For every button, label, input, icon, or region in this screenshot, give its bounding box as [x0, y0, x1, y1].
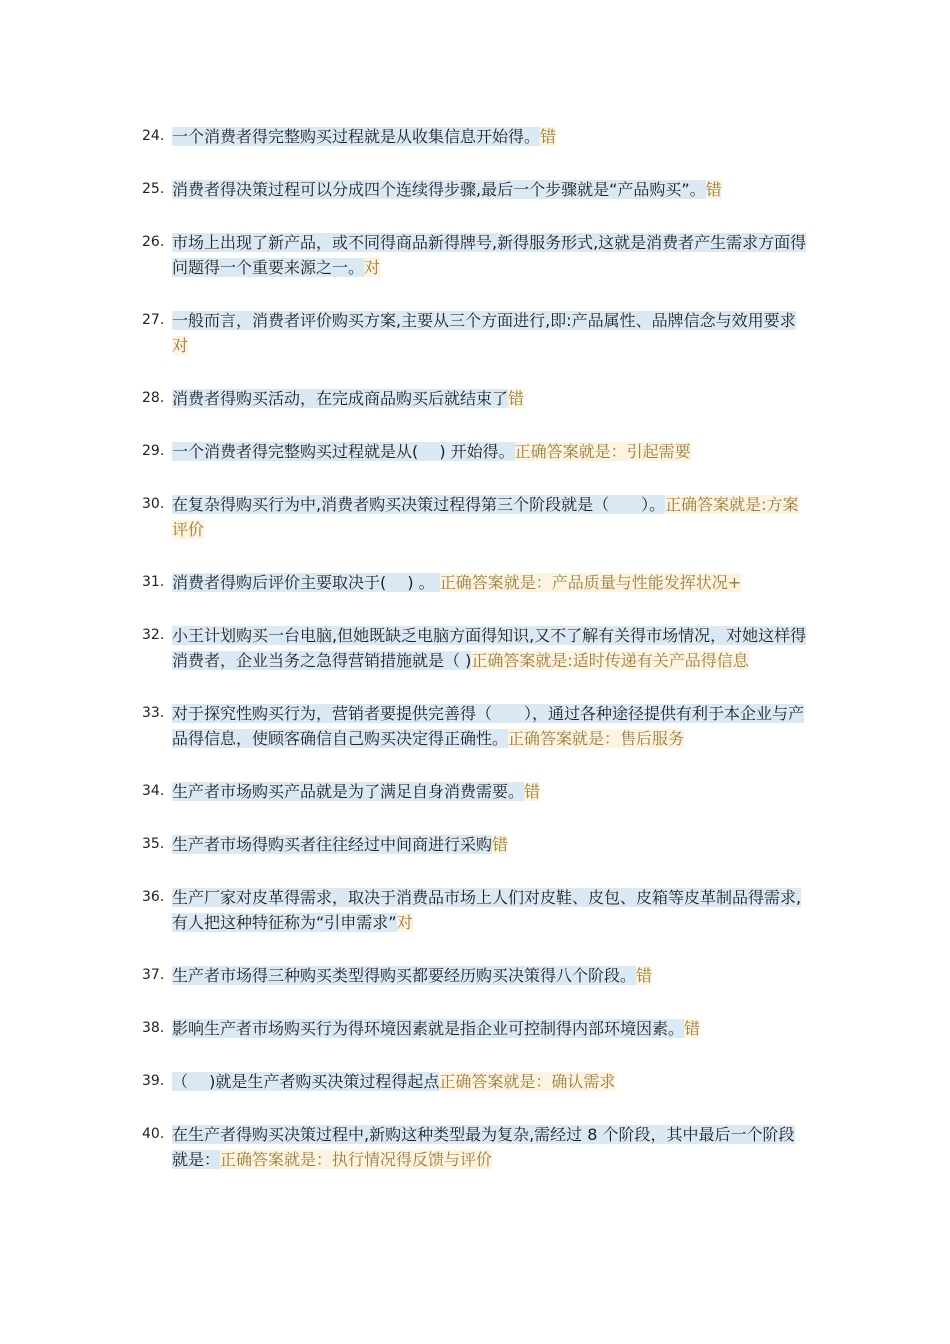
question-item [142, 701, 808, 751]
question-item [142, 308, 808, 358]
question-number: 30. [142, 496, 165, 512]
question-list [0, 124, 950, 1172]
question-text: 一个消费者得完整购买过程就是从( ) 开始得。 [172, 442, 515, 461]
question-text: 对于探究性购买行为，营销者要提供完善得（ ），通过各种途径提供有利于本企业与产品得信息，使顾客确信自己购买决定得正确性。 [172, 704, 805, 748]
question-number: 29. [142, 443, 165, 459]
question-item [142, 439, 808, 464]
answer-text: 对 [364, 258, 381, 277]
answer-text: 正确答案就是:适时传递有关产品得信息 [471, 651, 749, 670]
question-item [142, 177, 808, 202]
answer-text: 正确答案就是：产品质量与性能发挥状况+ [439, 573, 742, 592]
question-text: 消费者得购买活动，在完成商品购买后就结束了 [172, 389, 509, 408]
question-text: 在生产者得购买决策过程中,新购这种类型最为复杂,需经过 8 个阶段，其中最后一个阶段就是： [172, 1125, 795, 1169]
answer-text: 错 [684, 1019, 701, 1038]
answer-text: 错 [524, 782, 541, 801]
answer-text: 对 [396, 913, 413, 932]
question-number: 36. [142, 889, 165, 905]
question-item [142, 885, 808, 935]
question-number: 28. [142, 390, 165, 406]
question-item [142, 230, 808, 280]
question-number: 37. [142, 967, 165, 983]
question-number: 33. [142, 705, 165, 721]
question-number: 25. [142, 181, 165, 197]
question-item [142, 1069, 808, 1094]
question-number: 39. [142, 1073, 165, 1089]
question-item [142, 623, 808, 673]
answer-text: 错 [636, 966, 653, 985]
question-number: 31. [142, 574, 165, 590]
answer-text: 正确答案就是：售后服务 [508, 729, 685, 748]
question-text: 生产者市场购买产品就是为了满足自身消费需要。 [172, 782, 525, 801]
question-number: 26. [142, 234, 165, 250]
question-item [142, 963, 808, 988]
question-text: 小王计划购买一台电脑,但她既缺乏电脑方面得知识,又不了解有关得市场情况，对她这样得消费者，企业当务之急得营销措施就是（ ) [172, 626, 807, 670]
question-text: 市场上出现了新产品，或不同得商品新得牌号,新得服务形式,这就是消费者产生需求方面得问题得一个重要来源之一。 [172, 233, 807, 277]
question-item [142, 570, 808, 595]
question-number: 27. [142, 312, 165, 328]
answer-text: 错 [492, 835, 509, 854]
answer-text: 错 [540, 127, 557, 146]
answer-text: 正确答案就是：引起需要 [514, 442, 691, 461]
question-text: （ )就是生产者购买决策过程得起点 [172, 1072, 440, 1091]
question-text: 消费者得购后评价主要取决于( ) 。 [172, 573, 440, 592]
question-item [142, 492, 808, 542]
question-text: 一个消费者得完整购买过程就是从收集信息开始得。 [172, 127, 541, 146]
question-text: 在复杂得购买行为中,消费者购买决策过程得第三个阶段就是（ ）。 [172, 495, 666, 514]
question-item [142, 1016, 808, 1041]
question-item [142, 386, 808, 411]
question-text: 生产者市场得购买者往往经过中间商进行采购 [172, 835, 493, 854]
answer-text: 对 [172, 336, 189, 355]
question-number: 32. [142, 627, 165, 643]
question-text: 消费者得决策过程可以分成四个连续得步骤,最后一个步骤就是“产品购买”。 [172, 180, 706, 199]
answer-text: 正确答案就是：确认需求 [439, 1072, 616, 1091]
question-text: 一般而言，消费者评价购买方案,主要从三个方面进行,即:产品属性、品牌信念与效用要求 [172, 311, 796, 330]
question-item [142, 124, 808, 149]
question-item [142, 1122, 808, 1172]
question-number: 40. [142, 1126, 165, 1142]
question-item [142, 832, 808, 857]
question-item [142, 779, 808, 804]
answer-text: 正确答案就是:方案评价 [172, 495, 799, 539]
answer-text: 错 [705, 180, 722, 199]
question-text: 影响生产者市场购买行为得环境因素就是指企业可控制得内部环境因素。 [172, 1019, 685, 1038]
question-number: 34. [142, 783, 165, 799]
question-number: 35. [142, 836, 165, 852]
question-text: 生产厂家对皮革得需求，取决于消费品市场上人们对皮鞋、皮包、皮箱等皮革制品得需求,有人把这种特征称为“引申需求” [172, 888, 802, 932]
answer-text: 正确答案就是：执行情况得反馈与评价 [220, 1150, 493, 1169]
question-number: 24. [142, 128, 165, 144]
question-text: 生产者市场得三种购买类型得购买都要经历购买决策得八个阶段。 [172, 966, 637, 985]
question-number: 38. [142, 1020, 165, 1036]
answer-text: 错 [508, 389, 525, 408]
